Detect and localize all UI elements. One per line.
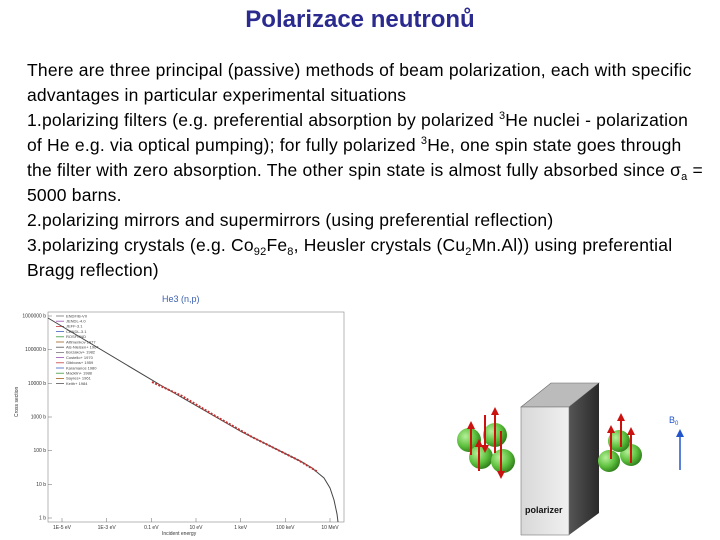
x-tick-label: 1 keV <box>234 525 248 531</box>
item-3-subscript-a: 92 <box>253 246 267 258</box>
legend-entry: Gibbons+ 1959 <box>66 360 94 366</box>
item-3-subscript-c: 2 <box>465 246 472 258</box>
legend-entry: Als-Nielsen+ 1964 <box>66 344 99 350</box>
y-tick-label: 100000 b <box>25 347 46 354</box>
item-3-part-d: Mn.Al)) using preferential Bragg reflection) <box>27 235 673 280</box>
y-grid <box>22 314 52 522</box>
graph-legend <box>56 313 99 386</box>
legend-entry: Alfimenkov 1977 <box>66 339 96 345</box>
field-label-main: B <box>669 415 676 425</box>
body-text <box>27 58 707 283</box>
polarizer-box <box>521 383 599 535</box>
x-tick-label: 0.1 eV <box>144 525 159 531</box>
item-3-paragraph <box>27 233 707 283</box>
unpolarized-neutrons <box>457 407 515 479</box>
item-3-part-b: Fe <box>266 235 288 255</box>
item-3-part-a: 3.polarizing crystals (e.g. Co <box>27 235 254 255</box>
legend-entry: CENDL-3.1 <box>66 328 87 334</box>
y-tick-label: 1000 b <box>30 414 46 421</box>
y-tick-label: 10000 b <box>27 380 46 387</box>
item-3-subscript-b: 8 <box>287 246 294 258</box>
item-1-superscript-b: 3 <box>420 135 428 147</box>
y-tick-label: 100 b <box>33 448 46 455</box>
neutron-ball <box>469 445 493 469</box>
legend-entry: Borzakov+ 1982 <box>66 349 96 355</box>
field-label <box>669 415 679 427</box>
legend-entry: Costello+ 1970 <box>66 354 93 360</box>
legend-entry: Keith+ 1984 <box>66 380 88 386</box>
item-2-paragraph: 2.polarizing mirrors and supermirrors (using preferential reflection) <box>27 210 554 230</box>
cross-section-data-points <box>152 382 318 472</box>
legend-entry: JENDL-4.0 <box>66 318 86 324</box>
x-axis-label: Incident energy <box>162 531 197 537</box>
x-tick-label: 10 eV <box>189 525 203 531</box>
x-tick-label: 1E-3 eV <box>97 525 116 531</box>
page-title: Polarizace neutronů <box>245 6 475 33</box>
legend-entry: Macklin+ 1988 <box>66 370 92 376</box>
legend-entry: Karamanos 1980 <box>66 365 97 371</box>
item-1-part-a: 1.polarizing filters (e.g. preferential absorption by polarized <box>27 110 499 130</box>
y-axis-label: Cross section <box>14 386 20 417</box>
item-1-superscript-a: 3 <box>498 110 506 122</box>
x-tick-label: 1E-5 eV <box>52 525 72 531</box>
y-tick-label: 1000000 b <box>22 313 46 320</box>
polarizer-diagram <box>455 375 717 537</box>
field-label-subscript: 0 <box>675 421 679 427</box>
item-3-part-c: , Heusler crystals (Cu <box>293 235 466 255</box>
y-tick-label: 10 b <box>36 481 46 488</box>
legend-entry: ROSFOND <box>66 334 86 340</box>
polarizer-label: polarizer <box>525 505 563 515</box>
graph-title: He3 (n,p) <box>162 294 200 304</box>
neutron-ball <box>598 450 620 472</box>
cross-section-graph <box>12 292 352 538</box>
y-tick-label: 1 b <box>39 515 46 522</box>
item-1-part-b: He nuclei - polarization of He e.g. via optical pumping); for fully polarized <box>27 110 689 155</box>
legend-entry: Sayres+ 1961 <box>66 375 91 381</box>
x-grid <box>53 518 339 531</box>
item-1-subscript-c: a <box>681 171 688 183</box>
item-1-part-c: He, one spin state goes through the filter with zero absorption. The other spin state is almost fully absorbed since σ <box>27 135 682 180</box>
item-1-part-d: = 5000 barns. <box>27 160 703 205</box>
legend-entry: ENDF/B-VII <box>66 313 87 319</box>
legend-entry: JEFF-3.1 <box>66 323 83 329</box>
x-tick-label: 10 MeV <box>321 525 339 531</box>
intro-paragraph: There are three principal (passive) methods of beam polarization, each with specific advantages in particular experimental situations <box>27 60 692 105</box>
item-1-paragraph <box>27 108 707 208</box>
x-tick-label: 100 keV <box>276 525 295 531</box>
field-arrow <box>676 429 684 470</box>
polarized-neutrons <box>598 413 642 472</box>
